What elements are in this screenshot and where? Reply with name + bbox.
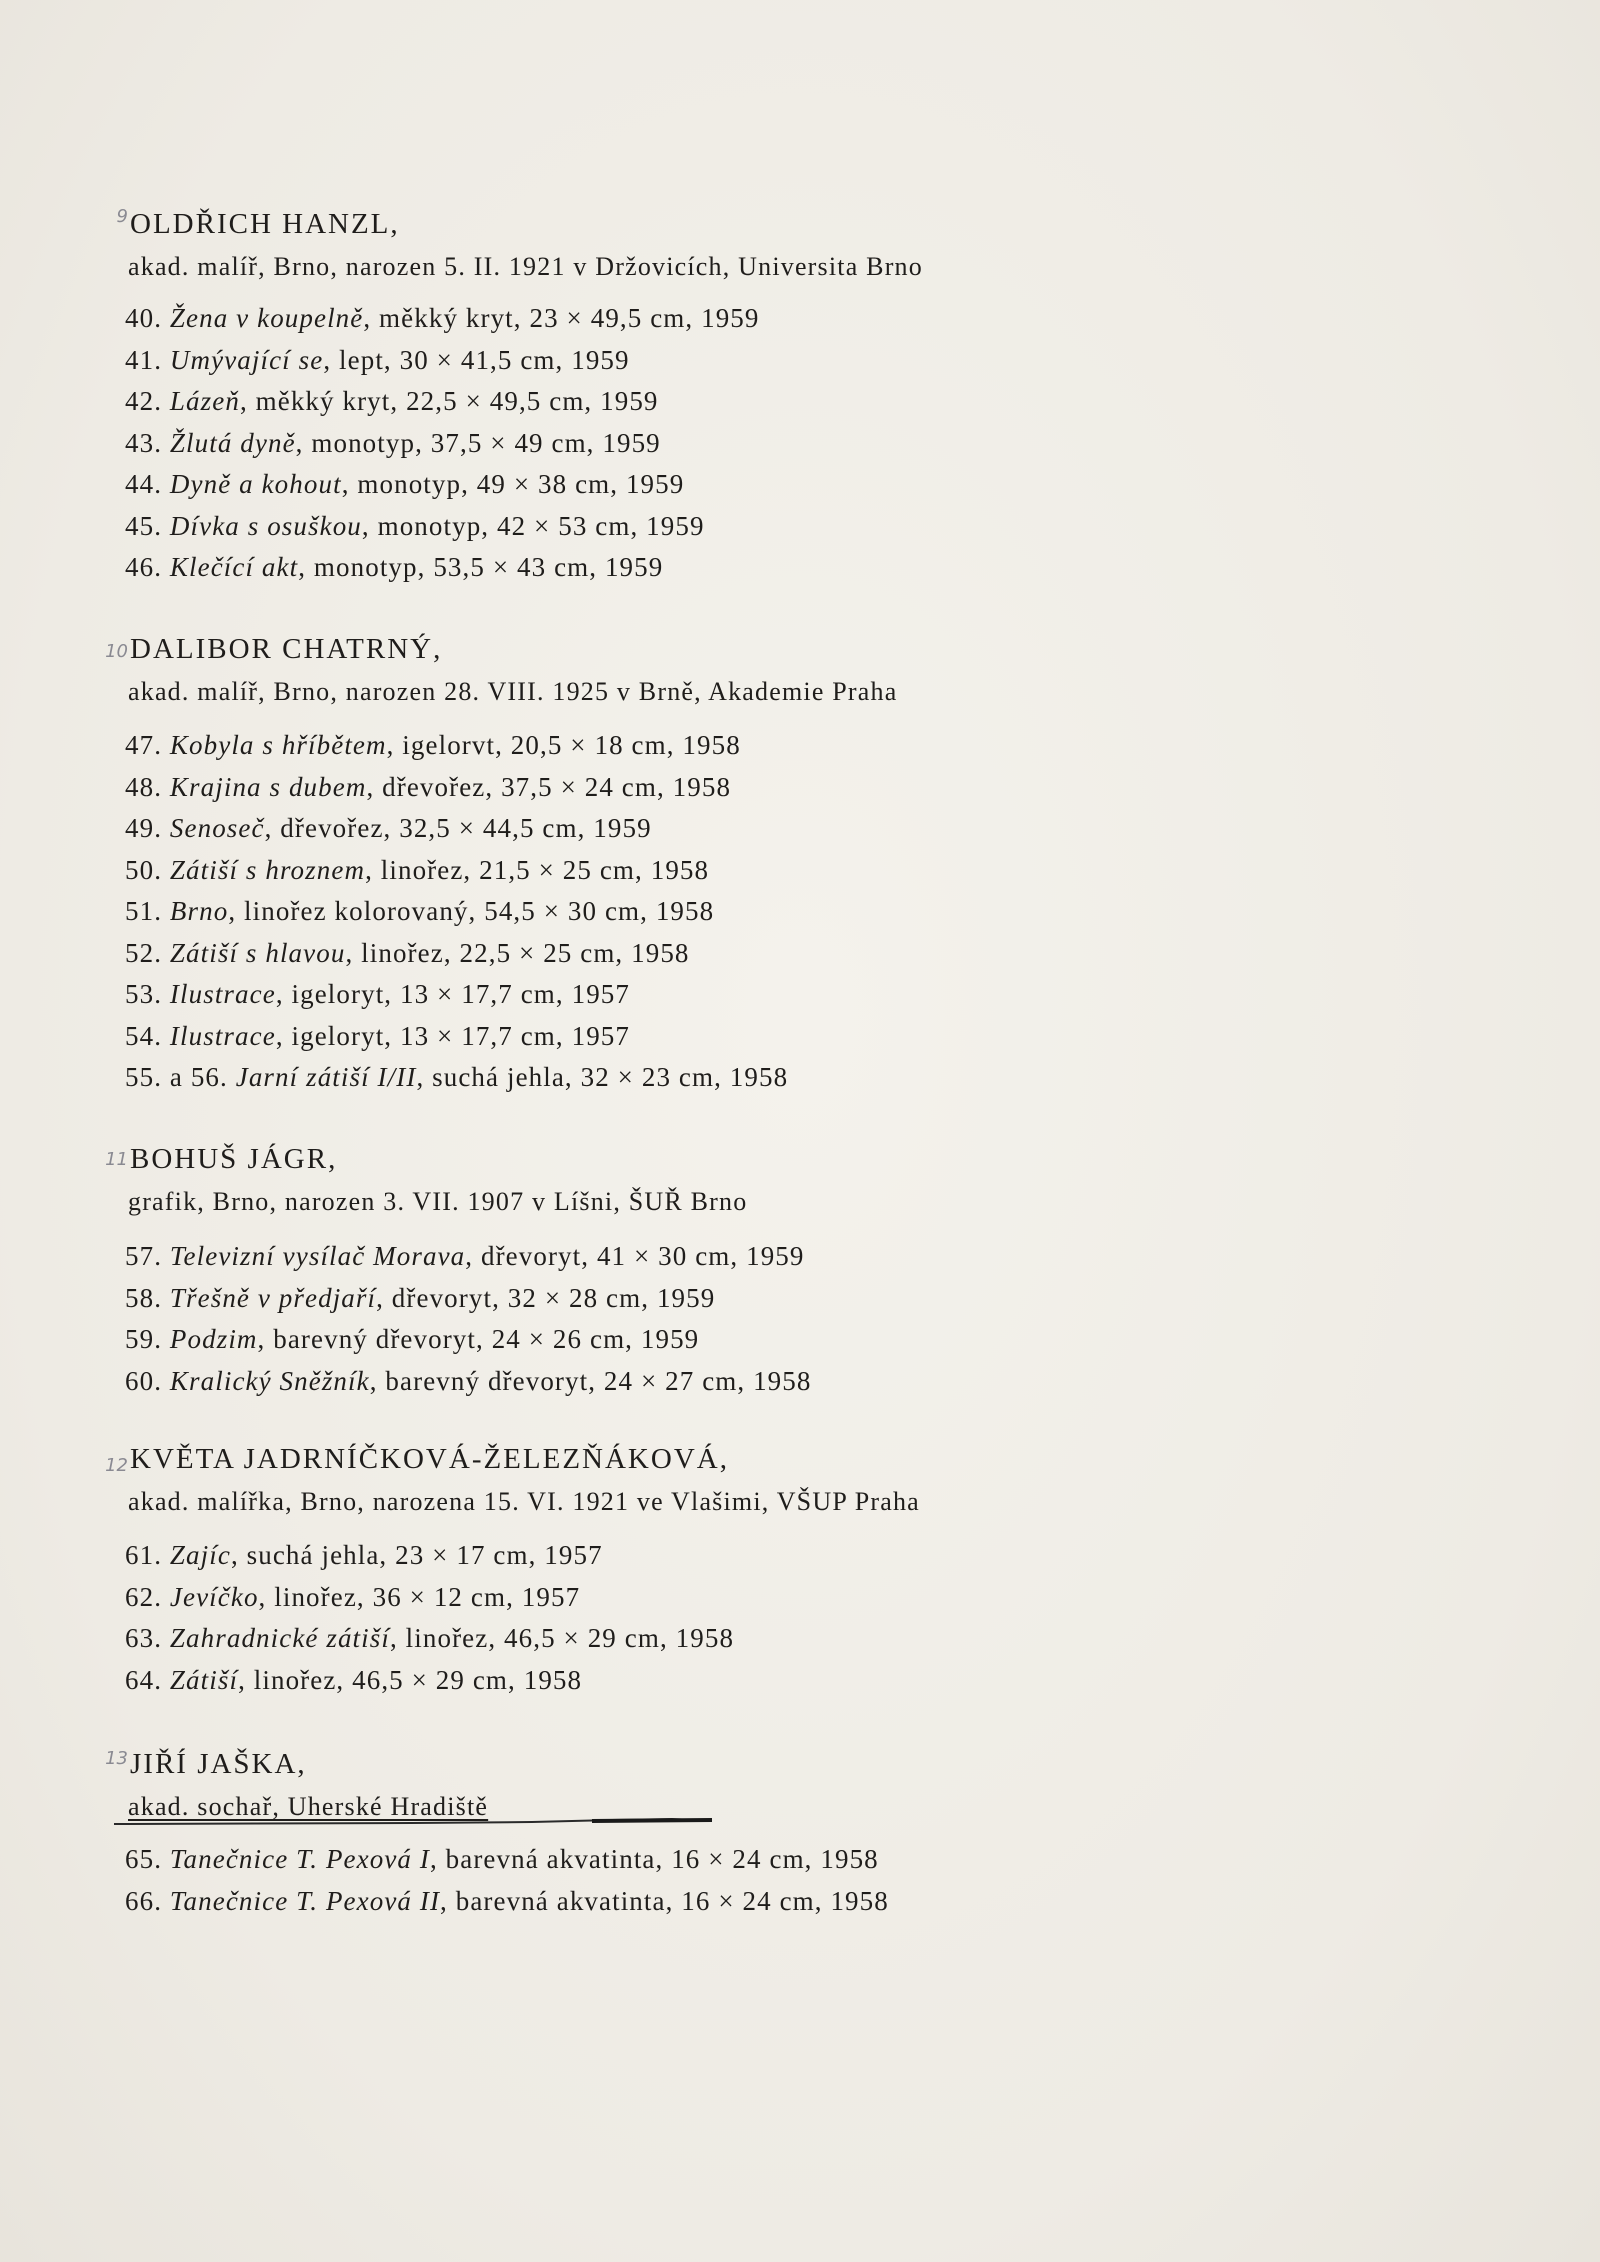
work-item: 44. Dyně a kohout, monotyp, 49 × 38 cm, 1959 [125,469,685,499]
work-item: 60. Kralický Sněžník, barevný dřevoryt, 24 × 27 cm, 1958 [125,1365,812,1396]
work-item: 46. Klečící akt, monotyp, 53,5 × 43 cm, 1959 [125,552,664,582]
handwritten-number: 13 [105,1748,128,1769]
work-item: 63. Zahradnické zátiší, linořez, 46,5 × 29 cm, 1958 [125,1623,735,1653]
works-list [125,298,760,589]
handwritten-number: 12 [105,1455,128,1476]
artist-info: akad. malíř, Brno, narozen 28. VIII. 1925 v Brně, Akademie Praha [128,677,898,706]
work-item: 53. Ilustrace, igeloryt, 13 × 17,7 cm, 1957 [125,979,631,1009]
works-list [125,725,788,1099]
work-item: 48. Krajina s dubem, dřevořez, 37,5 × 24 cm, 1958 [125,771,732,802]
artist-info: grafik, Brno, narozen 3. VII. 1907 v Líšni, ŠUŘ Brno [128,1187,748,1216]
work-item: 47. Kobyla s hříbětem, igelorvt, 20,5 × 18 cm, 1958 [125,730,741,760]
artist-info: akad. sochař, Uherské Hradiště [128,1792,489,1821]
work-item: 40. Žena v koupelně, měkký kryt, 23 × 49,5 cm, 1959 [125,303,760,333]
artist-name: BOHUŠ JÁGR, [130,1143,338,1175]
works-list [125,1839,889,1922]
works-list [125,1236,811,1402]
artist-name: JIŘÍ JAŠKA, [130,1748,307,1780]
works-list [125,1535,734,1701]
work-item: 55. a 56. Jarní zátiší I/II, suchá jehla, 32 × 23 cm, 1958 [125,1062,789,1092]
work-item: 61. Zajíc, suchá jehla, 23 × 17 cm, 1957 [125,1540,603,1570]
work-item: 65. Tanečnice T. Pexová I, barevná akvatinta, 16 × 24 cm, 1958 [125,1844,879,1874]
work-item: 51. Brno, linořez kolorovaný, 54,5 × 30 cm, 1958 [125,896,715,926]
work-item: 41. Umývající se, lept, 30 × 41,5 cm, 1959 [125,344,630,375]
work-item: 52. Zátiší s hlavou, linořez, 22,5 × 25 cm, 1958 [125,937,690,968]
work-item: 59. Podzim, barevný dřevoryt, 24 × 26 cm, 1959 [125,1324,700,1354]
work-item: 57. Televizní vysílač Morava, dřevoryt, 41 × 30 cm, 1959 [125,1241,805,1271]
artist-name: OLDŘICH HANZL, [130,208,400,240]
work-item: 54. Ilustrace, igeloryt, 13 × 17,7 cm, 1957 [125,1020,631,1051]
artist-info: akad. malíř, Brno, narozen 5. II. 1921 v Držovicích, Universita Brno [128,252,923,281]
handwritten-number: 11 [105,1149,128,1170]
work-item: 43. Žlutá dyně, monotyp, 37,5 × 49 cm, 1959 [125,427,661,458]
work-item: 64. Zátiší, linořez, 46,5 × 29 cm, 1958 [125,1664,583,1695]
work-item: 45. Dívka s osuškou, monotyp, 42 × 53 cm, 1959 [125,510,705,541]
handwritten-number: 9 [116,206,128,227]
work-item: 66. Tanečnice T. Pexová II, barevná akvatinta, 16 × 24 cm, 1958 [125,1885,889,1916]
work-item: 62. Jevíčko, linořez, 36 × 12 cm, 1957 [125,1581,581,1612]
handwritten-number: 10 [105,641,128,662]
artist-name: DALIBOR CHATRNÝ, [130,633,443,665]
artist-info: akad. malířka, Brno, narozena 15. VI. 1921 ve Vlašimi, VŠUP Praha [128,1487,920,1516]
work-item: 49. Senoseč, dřevořez, 32,5 × 44,5 cm, 1959 [125,813,652,843]
pen-underline [112,1817,752,1826]
work-item: 50. Zátiší s hroznem, linořez, 21,5 × 25 cm, 1958 [125,854,710,885]
work-item: 58. Třešně v předjaří, dřevoryt, 32 × 28 cm, 1959 [125,1282,716,1313]
work-item: 42. Lázeň, měkký kryt, 22,5 × 49,5 cm, 1959 [125,386,659,416]
artist-name: KVĚTA JADRNÍČKOVÁ-ŽELEZŇÁKOVÁ, [130,1443,729,1475]
